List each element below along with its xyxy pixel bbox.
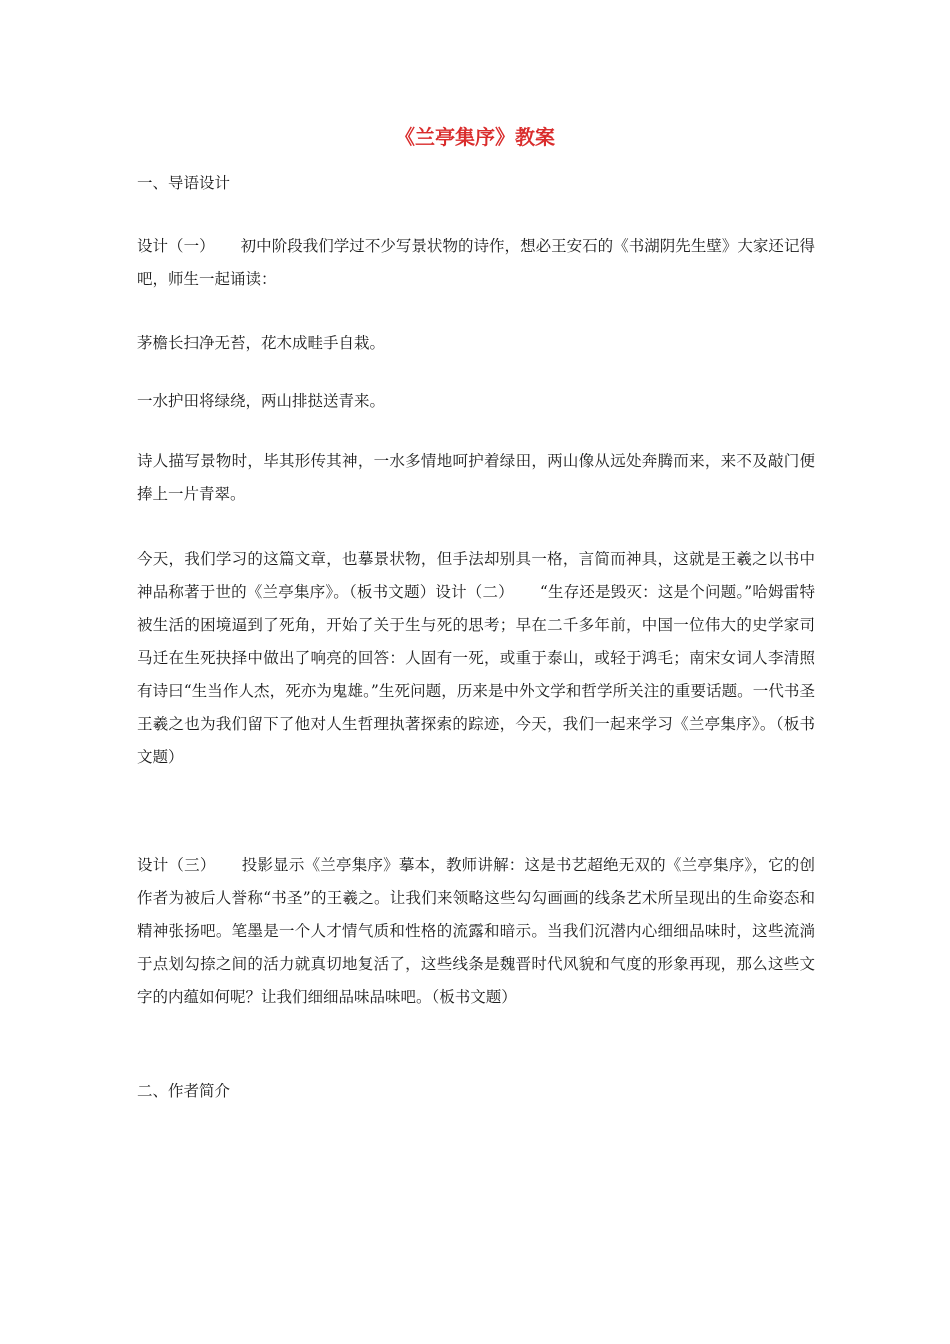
section-heading-author: 二、作者简介	[137, 1082, 231, 1100]
paragraph-design-2	[137, 543, 815, 774]
design-2-text: “生存还是毁灭：这是个问题。”哈姆雷特被生活的困境逼到了死角，开始了关于生与死的思考；早在二千多年前，中国一位伟大的史学家司马迁在生死抉择中做出了响亮的回答：人固有一死，或重于泰山，或轻于鸿毛；南宋女词人李清照有诗曰“生当作人杰，死亦为鬼雄。”生死问题，历来是中外文学和哲学所关注的重要话题。一代书圣王羲之也为我们留下了他对人生哲理执著探索的踪迹，今天，我们一起来学习《兰亭集序》。（板书文题）	[137, 583, 815, 766]
design-3-text: 投影显示《兰亭集序》摹本，教师讲解：这是书艺超绝无双的《兰亭集序》，它的创作者为被后人誉称“书圣”的王羲之。让我们来领略这些勾勾画画的线条艺术所呈现出的生命姿态和精神张扬吧。笔墨是一个人才情气质和性格的流露和暗示。当我们沉潜内心细细品味时，这些流淌于点划勾捺之间的活力就真切地复活了，这些线条是魏晋时代风貌和气度的形象再现，那么这些文字的内蕴如何呢？让我们细细品味品味吧。（板书文题）	[137, 856, 815, 1006]
design-1-text: 初中阶段我们学过不少写景状物的诗作，想必王安石的《书湖阴先生壁》大家还记得吧，师生一起诵读：	[137, 237, 815, 288]
section-heading-intro: 一、导语设计	[137, 174, 231, 192]
poem-line-2: 一水护田将绿绕，两山排挞送青来。	[137, 392, 386, 410]
paragraph-design-3	[137, 849, 815, 1014]
design-1-label: 设计（一）	[137, 237, 215, 255]
paragraph-design-1	[137, 230, 815, 296]
paragraph-poem-comment: 诗人描写景物时，毕其形传其神，一水多情地呵护着绿田，两山像从远处奔腾而来，来不及敲门便捧上一片青翠。	[137, 452, 815, 503]
document-title: 《兰亭集序》教案	[395, 125, 555, 149]
design-2-intro: 今天，我们学习的这篇文章，也摹景状物，但手法却别具一格，言简而神具，这就是王羲之以书中神品称著于世的《兰亭集序》。（板书文题）设计（二）	[137, 550, 815, 601]
poem-line-1: 茅檐长扫净无苔，花木成畦手自栽。	[137, 334, 386, 352]
design-3-label: 设计（三）	[137, 856, 216, 874]
